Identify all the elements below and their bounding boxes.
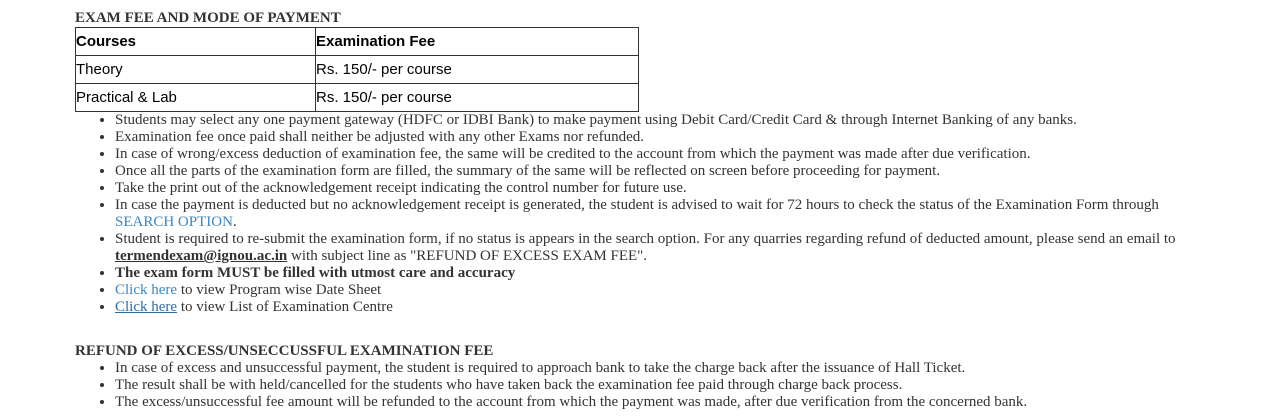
list-item: • Take the print out of the acknowledgement receipt indicating the control number for future use. xyxy=(115,180,1215,197)
table-header-fee: Examination Fee xyxy=(316,28,639,56)
exam-centre-link[interactable]: Click here xyxy=(115,299,178,315)
refund-email-link[interactable]: termendexam@ignou.ac.in xyxy=(115,248,288,264)
list-item: • In case of excess and unsuccessful payment, the student is required to approach bank to take the charge back after the issuance of Hall Ticket. xyxy=(115,360,1215,377)
list-item xyxy=(115,299,1215,316)
table-cell-course: Practical & Lab xyxy=(76,84,316,112)
table-row xyxy=(76,56,639,84)
list-item-text-end: . xyxy=(232,214,237,230)
page-content xyxy=(75,10,1215,411)
list-item: • The excess/unsuccessful fee amount will be refunded to the account from which the payment was made, after due verification from the concerned bank. xyxy=(115,394,1215,411)
section-spacer xyxy=(75,316,1215,343)
list-item-warning: • The exam form MUST be filled with utmost care and accuracy xyxy=(115,265,1215,282)
list-item xyxy=(115,231,1215,265)
table-cell-fee: Rs. 150/- per course xyxy=(316,56,639,84)
list-item: • In case of wrong/excess deduction of examination fee, the same will be credited to the account from which the payment was made after due verification. xyxy=(115,146,1215,163)
list-item xyxy=(115,282,1215,299)
list-item: • Once all the parts of the examination form are filled, the summary of the same will be reflected on screen before proceeding for payment. xyxy=(115,163,1215,180)
list-item-text-end: with subject line as "REFUND OF EXCESS EXAM FEE". xyxy=(287,248,648,264)
payment-instructions-list xyxy=(75,112,1215,316)
table-cell-fee: Rs. 150/- per course xyxy=(316,84,639,112)
list-item: • The result shall be with held/cancelled for the students who have taken back the examination fee paid through charge back process. xyxy=(115,377,1215,394)
date-sheet-link[interactable]: Click here xyxy=(115,282,178,298)
list-item-text: to view Program wise Date Sheet xyxy=(177,282,382,298)
exam-fee-table xyxy=(75,27,639,112)
exam-fee-heading: EXAM FEE AND MODE OF PAYMENT xyxy=(75,10,341,26)
list-item-text: In case the payment is deducted but no acknowledgement receipt is generated, the student is advised to wait for 72 hours to check the status of the Examination Form through xyxy=(115,197,1159,213)
refund-heading: REFUND OF EXCESS/UNSECCUSSFUL EXAMINATION FEE xyxy=(75,343,494,359)
list-item: • Examination fee once paid shall neither be adjusted with any other Exams nor refunded. xyxy=(115,129,1215,146)
table-cell-course: Theory xyxy=(76,56,316,84)
search-option-link[interactable]: SEARCH OPTION xyxy=(115,214,233,230)
table-header-courses: Courses xyxy=(76,28,316,56)
refund-instructions-list xyxy=(75,360,1215,411)
list-item xyxy=(115,197,1215,231)
list-item-text: to view List of Examination Centre xyxy=(177,299,393,315)
table-row xyxy=(76,84,639,112)
list-item: • Students may select any one payment gateway (HDFC or IDBI Bank) to make payment using Debit Card/Credit Card & through Internet Banking of any banks. xyxy=(115,112,1215,129)
table-header-row xyxy=(76,28,639,56)
list-item-text: Student is required to re-submit the examination form, if no status is appears in the search option. For any quarries regarding refund of deducted amount, please send an email to xyxy=(115,231,1176,247)
